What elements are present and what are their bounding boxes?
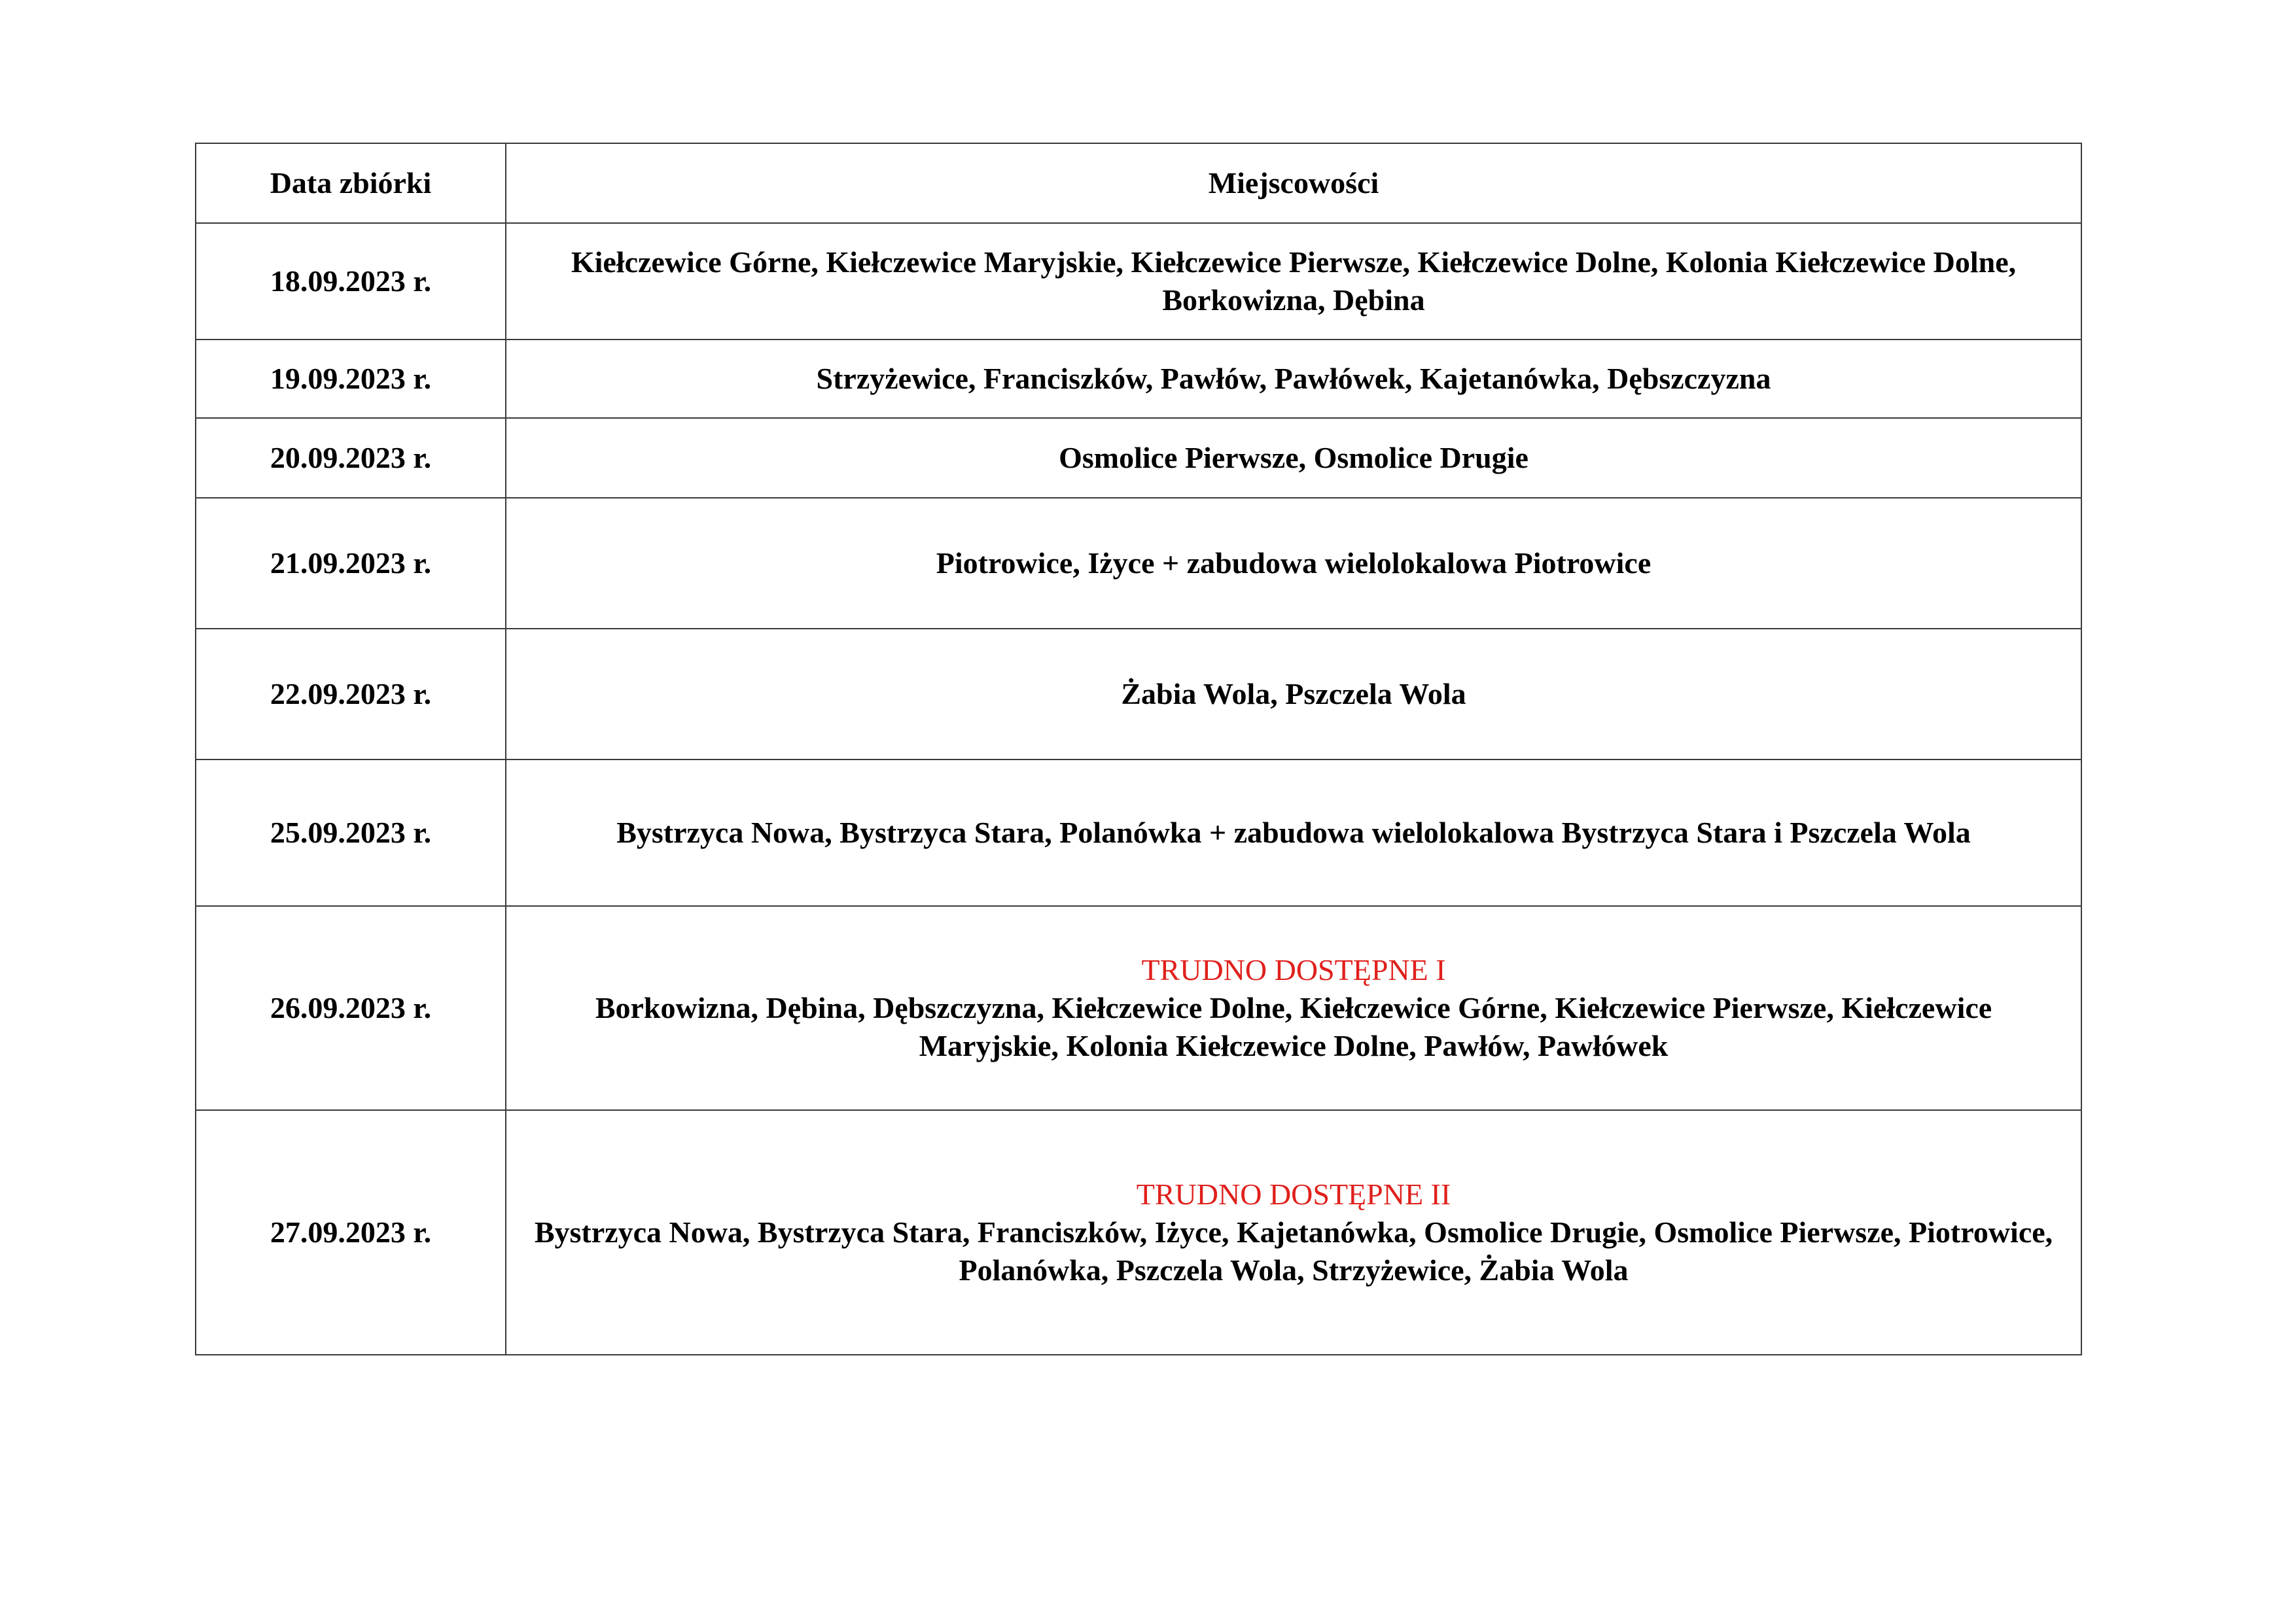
row-date: 26.09.2023 r. <box>196 906 506 1110</box>
table-row <box>196 418 2081 498</box>
difficult-access-note: TRUDNO DOSTĘPNE II <box>1136 1178 1451 1211</box>
table-row <box>196 629 2081 759</box>
row-date: 27.09.2023 r. <box>196 1110 506 1355</box>
table-row <box>196 1110 2081 1355</box>
row-date: 22.09.2023 r. <box>196 629 506 759</box>
row-date: 25.09.2023 r. <box>196 759 506 906</box>
row-places <box>506 906 2081 1110</box>
table-row <box>196 223 2081 340</box>
row-places-text: Bystrzyca Nowa, Bystrzyca Stara, Franciszków, Iżyce, Kajetanówka, Osmolice Drugie, Osmolice Pierwsze, Piotrowice, Polanówka, Pszczela Wola, Strzyżewice, Żabia Wola <box>534 1215 2053 1287</box>
row-date: 20.09.2023 r. <box>196 418 506 498</box>
row-places: Bystrzyca Nowa, Bystrzyca Stara, Polanówka + zabudowa wielolokalowa Bystrzyca Stara i Pszczela Wola <box>506 759 2081 906</box>
row-places: Osmolice Pierwsze, Osmolice Drugie <box>506 418 2081 498</box>
collection-schedule-table <box>195 143 2082 1355</box>
header-places: Miejscowości <box>506 143 2081 223</box>
row-places: Żabia Wola, Pszczela Wola <box>506 629 2081 759</box>
table-header-row <box>196 143 2081 223</box>
row-date: 18.09.2023 r. <box>196 223 506 340</box>
row-places: Strzyżewice, Franciszków, Pawłów, Pawłówek, Kajetanówka, Dębszczyzna <box>506 340 2081 418</box>
row-places <box>506 1110 2081 1355</box>
row-places: Piotrowice, Iżyce + zabudowa wielolokalowa Piotrowice <box>506 498 2081 629</box>
row-date: 19.09.2023 r. <box>196 340 506 418</box>
difficult-access-note: TRUDNO DOSTĘPNE I <box>1141 953 1446 986</box>
row-places: Kiełczewice Górne, Kiełczewice Maryjskie, Kiełczewice Pierwsze, Kiełczewice Dolne, Kolonia Kiełczewice Dolne, Borkowizna, Dębina <box>506 223 2081 340</box>
row-places-text: Borkowizna, Dębina, Dębszczyzna, Kiełczewice Dolne, Kiełczewice Górne, Kiełczewice Pierwsze, Kiełczewice Maryjskie, Kolonia Kiełczewice Dolne, Pawłów, Pawłówek <box>595 991 1992 1062</box>
table-row <box>196 759 2081 906</box>
header-date: Data zbiórki <box>196 143 506 223</box>
table-row <box>196 906 2081 1110</box>
table-row <box>196 498 2081 629</box>
table-row <box>196 340 2081 418</box>
row-date: 21.09.2023 r. <box>196 498 506 629</box>
